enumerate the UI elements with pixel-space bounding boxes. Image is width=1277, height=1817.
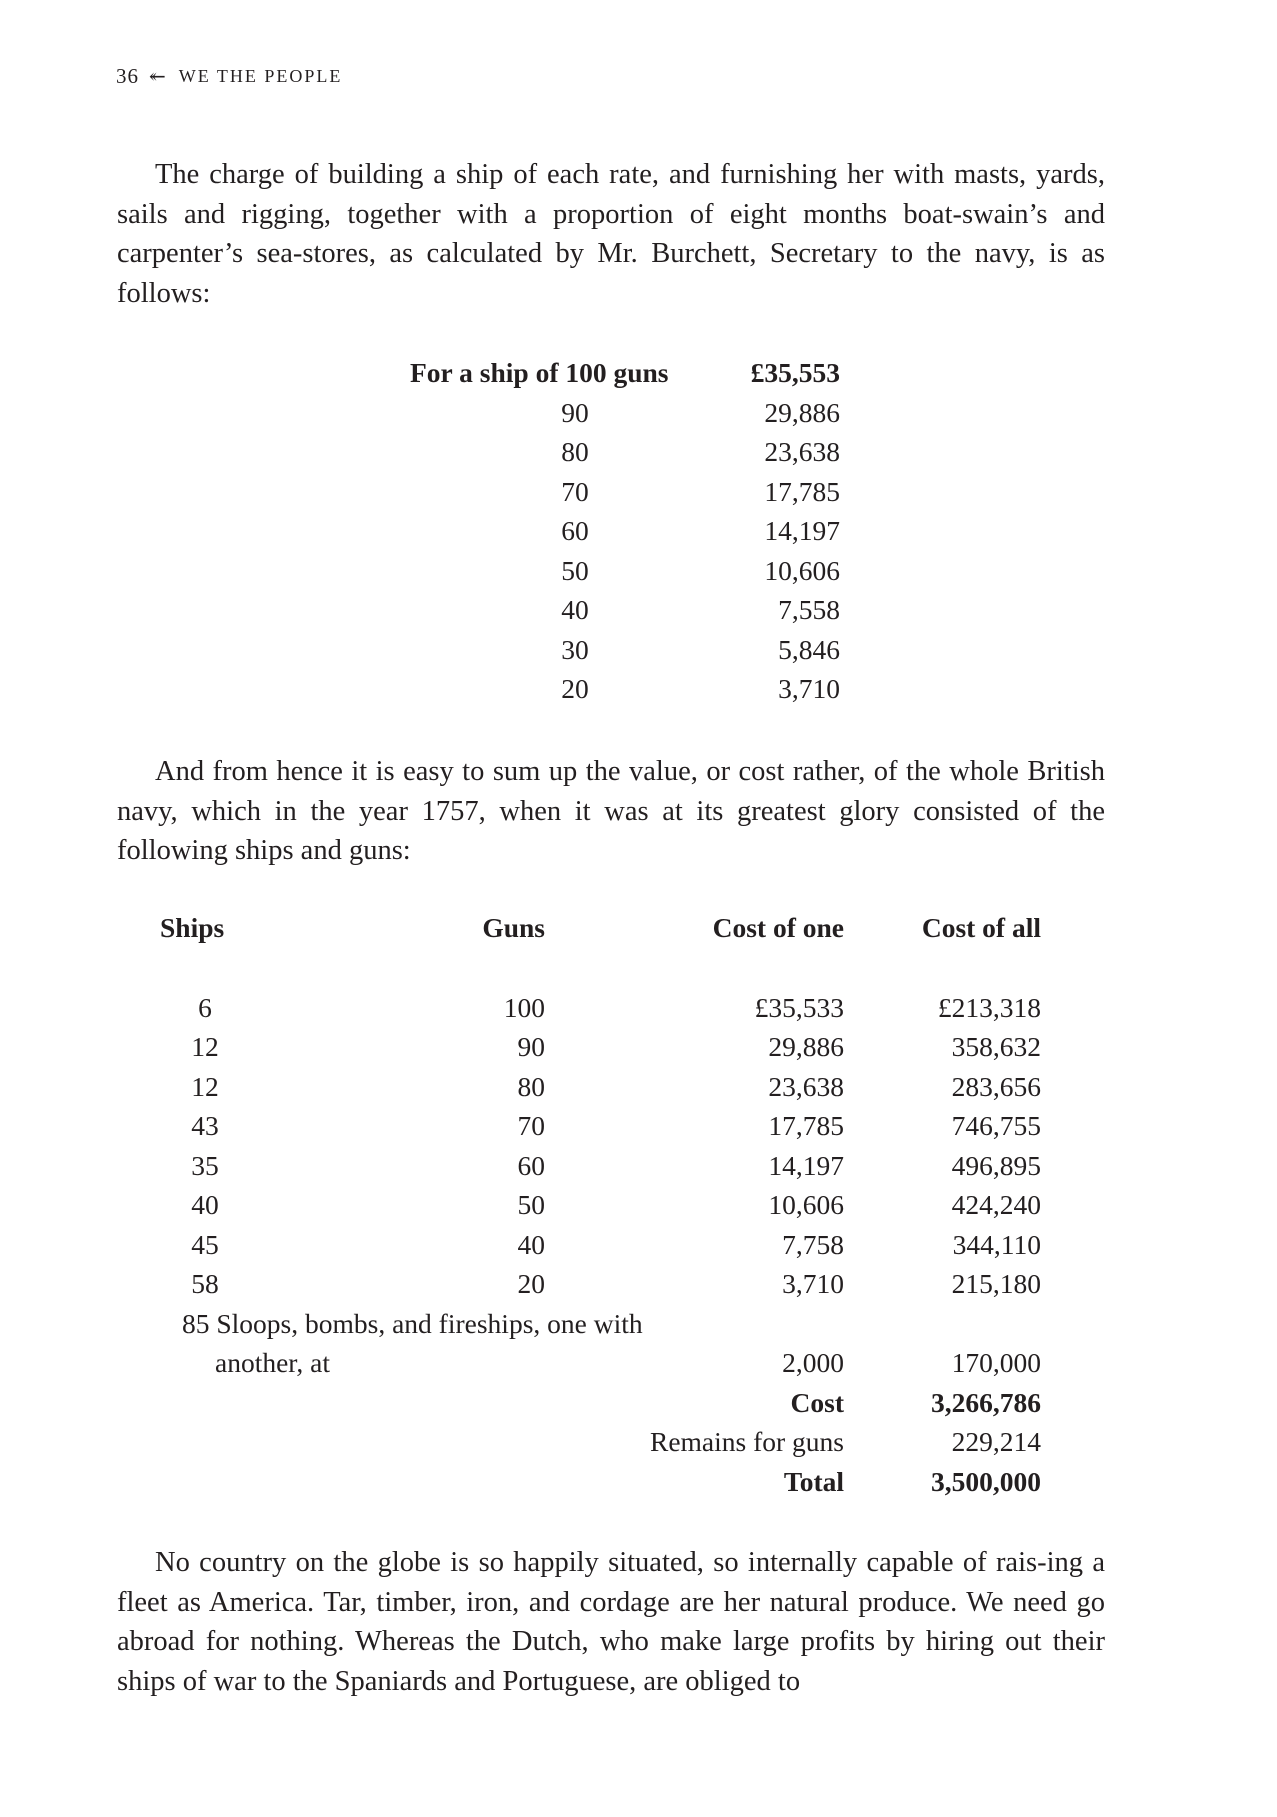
table-row [410,630,840,670]
cost-one-cell: 7,758 [782,1228,844,1260]
table-header-row [160,908,1041,948]
page-number: 36 [116,64,139,88]
table-row [160,1225,1041,1265]
sloops-row-line2 [160,1343,1041,1383]
sloops-description: 85 Sloops, bombs, and fireships, one with [182,1307,643,1339]
rate-amount: 10,606 [764,554,840,586]
guns-cell: 90 [517,1031,545,1062]
table-row [410,393,840,433]
paragraph-america-fleet: No country on the globe is so happily situated, so internally capable of rais-ing a fleet as America. Tar, timber, iron, and cordage are her natural produce. We need go abroad for nothing. Whereas the Dutch, who make large profits by hiring out their ships of war to the Spaniards and Portuguese, are obliged to [117,1547,1105,1697]
guns-cell: 20 [517,1268,545,1299]
running-head [116,64,342,89]
remains-for-guns-label: Remains for guns [649,1426,844,1457]
cost-value: 3,266,786 [931,1386,1041,1418]
table-row [160,1264,1041,1304]
rate-amount: 3,710 [778,673,840,704]
ships-cell: 12 [191,1031,219,1062]
cost-all-cell: £213,318 [937,991,1041,1023]
table-row [410,669,840,709]
guns-cell: 70 [517,1110,545,1141]
guns-cell: 50 [517,1189,545,1220]
spacer-row [160,948,1041,988]
rate-guns: 80 [561,436,589,467]
rate-amount: 14,197 [764,515,840,546]
summary-row-total [160,1462,1041,1502]
cost-all-cell: 496,895 [951,1149,1041,1181]
header-ships: Ships [160,912,225,943]
ornament-arrow-icon: ↞ [149,66,167,88]
summary-row-cost [160,1383,1041,1423]
running-title: WE THE PEOPLE [178,66,343,86]
cost-all-cell: 344,110 [952,1228,1041,1260]
table-row [160,1146,1041,1186]
header-cost-of-one: Cost of one [712,912,844,943]
ships-cell: 35 [191,1149,219,1181]
table-row [160,1067,1041,1107]
rate-guns: 90 [561,396,589,428]
cost-one-cell: 23,638 [768,1070,844,1102]
rate-label: For a ship of 100 guns [410,357,669,388]
rate-guns: 20 [561,673,589,704]
ships-cell: 45 [191,1228,219,1260]
rate-amount: 7,558 [778,594,840,625]
rate-amount: 29,886 [764,396,840,428]
header-cost-of-all: Cost of all [921,912,1041,943]
rate-guns: 30 [561,633,589,665]
cost-all-cell: 283,656 [951,1070,1041,1102]
cost-one-cell: 2,000 [782,1347,844,1378]
cost-all-cell: 746,755 [951,1110,1041,1141]
ships-cell: 58 [191,1268,219,1299]
guns-cell: 100 [503,991,545,1023]
table-row [410,590,840,630]
cost-one-cell: 17,785 [768,1110,844,1141]
table-row [410,472,840,512]
table-row [160,1106,1041,1146]
ships-cell: 40 [191,1189,219,1220]
cost-all-cell: 215,180 [951,1268,1041,1299]
cost-one-cell: 29,886 [768,1031,844,1062]
cost-label: Cost [790,1386,844,1418]
ship-rate-cost-table [410,353,840,709]
fleet-cost-table [160,908,1041,1501]
table-row [160,988,1041,1028]
cost-one-cell: £35,533 [754,991,844,1023]
remains-for-guns-value: 229,214 [951,1426,1041,1457]
ships-cell: 12 [191,1070,219,1102]
sloops-row-line1 [160,1304,1041,1344]
rate-amount: £35,553 [750,357,840,388]
guns-cell: 80 [517,1070,545,1102]
sloops-description-cont: another, at [215,1347,330,1378]
paragraph-navy-value: And from hence it is easy to sum up the value, or cost rather, of the whole British navy, which in the year 1757, when it was at its greatest glory consisted of the following ships and guns: [117,756,1105,866]
paragraph-shipbuilding-charge: The charge of building a ship of each rate, and furnishing her with masts, yards, sails and rigging, together with a proportion of eight months boat-swain’s and carpenter’s sea-stores, as calculated by Mr. Burchett, Secretary to the navy, is as follows: [117,159,1105,309]
cost-all-cell: 358,632 [951,1031,1041,1062]
cost-one-cell: 14,197 [768,1149,844,1181]
cost-all-cell: 170,000 [951,1347,1041,1378]
cost-all-cell: 424,240 [951,1189,1041,1220]
cost-one-cell: 3,710 [782,1268,844,1299]
table-row [160,1027,1041,1067]
rate-amount: 17,785 [764,475,840,507]
summary-row-guns [160,1422,1041,1462]
table-row [410,511,840,551]
guns-cell: 60 [517,1149,545,1181]
table-row [410,432,840,472]
ships-cell: 43 [191,1110,219,1141]
rate-amount: 5,846 [778,633,840,665]
rate-guns: 70 [561,475,589,507]
rate-guns: 60 [561,515,589,546]
table-row [160,1185,1041,1225]
total-label: Total [783,1465,844,1497]
table-row [410,353,840,393]
header-guns: Guns [482,912,545,943]
rate-guns: 40 [561,594,589,625]
cost-one-cell: 10,606 [768,1189,844,1220]
ships-cell: 6 [198,991,212,1023]
rate-guns: 50 [561,554,589,586]
table-row [410,551,840,591]
total-value: 3,500,000 [931,1465,1041,1497]
rate-amount: 23,638 [764,436,840,467]
guns-cell: 40 [517,1228,545,1260]
